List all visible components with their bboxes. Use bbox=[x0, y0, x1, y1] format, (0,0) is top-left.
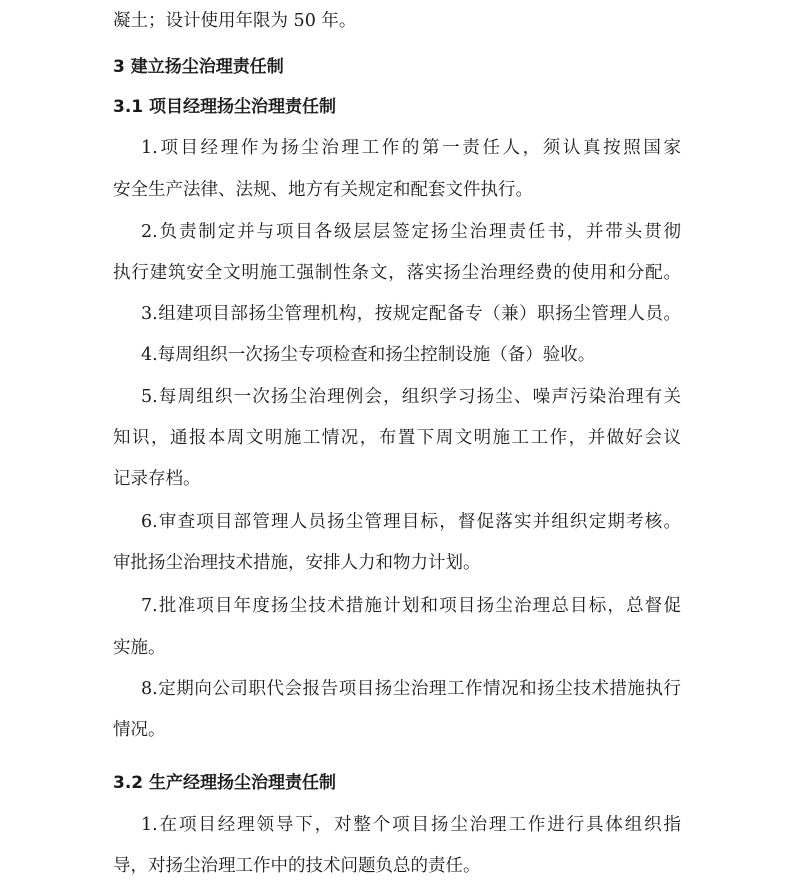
paragraph-line: 6.审查项目部管理人员扬尘管理目标，督促落实并组织定期考核。 bbox=[141, 512, 681, 532]
paragraph-line: 1.在项目经理领导下，对整个项目扬尘治理工作进行具体组织指 bbox=[141, 815, 681, 835]
paragraph-line: 7.批准项目年度扬尘技术措施计划和项目扬尘治理总目标，总督促 bbox=[141, 596, 681, 616]
paragraph-line: 记录存档。 bbox=[113, 469, 201, 489]
paragraph-line: 安全生产法律、法规、地方有关规定和配套文件执行。 bbox=[113, 180, 533, 200]
paragraph-line: 4.每周组织一次扬尘专项检查和扬尘控制设施（备）验收。 bbox=[141, 345, 596, 365]
section-heading: 3 建立扬尘治理责任制 bbox=[113, 57, 284, 77]
paragraph-line: 8.定期向公司职代会报告项目扬尘治理工作情况和扬尘技术措施执行 bbox=[141, 679, 681, 699]
text-line: 凝土；设计使用年限为 50 年。 bbox=[113, 11, 357, 31]
paragraph-line: 1.项目经理作为扬尘治理工作的第一责任人，须认真按照国家 bbox=[141, 138, 681, 158]
paragraph-line: 情况。 bbox=[113, 720, 166, 740]
paragraph-line: 导，对扬尘治理工作中的技术问题负总的责任。 bbox=[113, 856, 481, 876]
paragraph-line: 2.负责制定并与项目各级层层签定扬尘治理责任书，并带头贯彻 bbox=[141, 222, 681, 242]
paragraph-line: 知识，通报本周文明施工情况，布置下周文明施工工作，并做好会议 bbox=[113, 428, 681, 448]
paragraph-line: 执行建筑安全文明施工强制性条文，落实扬尘治理经费的使用和分配。 bbox=[113, 263, 681, 283]
subsection-heading: 3.1 项目经理扬尘治理责任制 bbox=[113, 97, 337, 117]
paragraph-line: 3.组建项目部扬尘管理机构，按规定配备专（兼）职扬尘管理人员。 bbox=[141, 304, 681, 324]
paragraph-line: 5.每周组织一次扬尘治理例会，组织学习扬尘、噪声污染治理有关 bbox=[141, 387, 681, 407]
paragraph-line: 审批扬尘治理技术措施，安排人力和物力计划。 bbox=[113, 553, 481, 573]
subsection-heading: 3.2 生产经理扬尘治理责任制 bbox=[113, 773, 337, 793]
paragraph-line: 实施。 bbox=[113, 638, 166, 658]
